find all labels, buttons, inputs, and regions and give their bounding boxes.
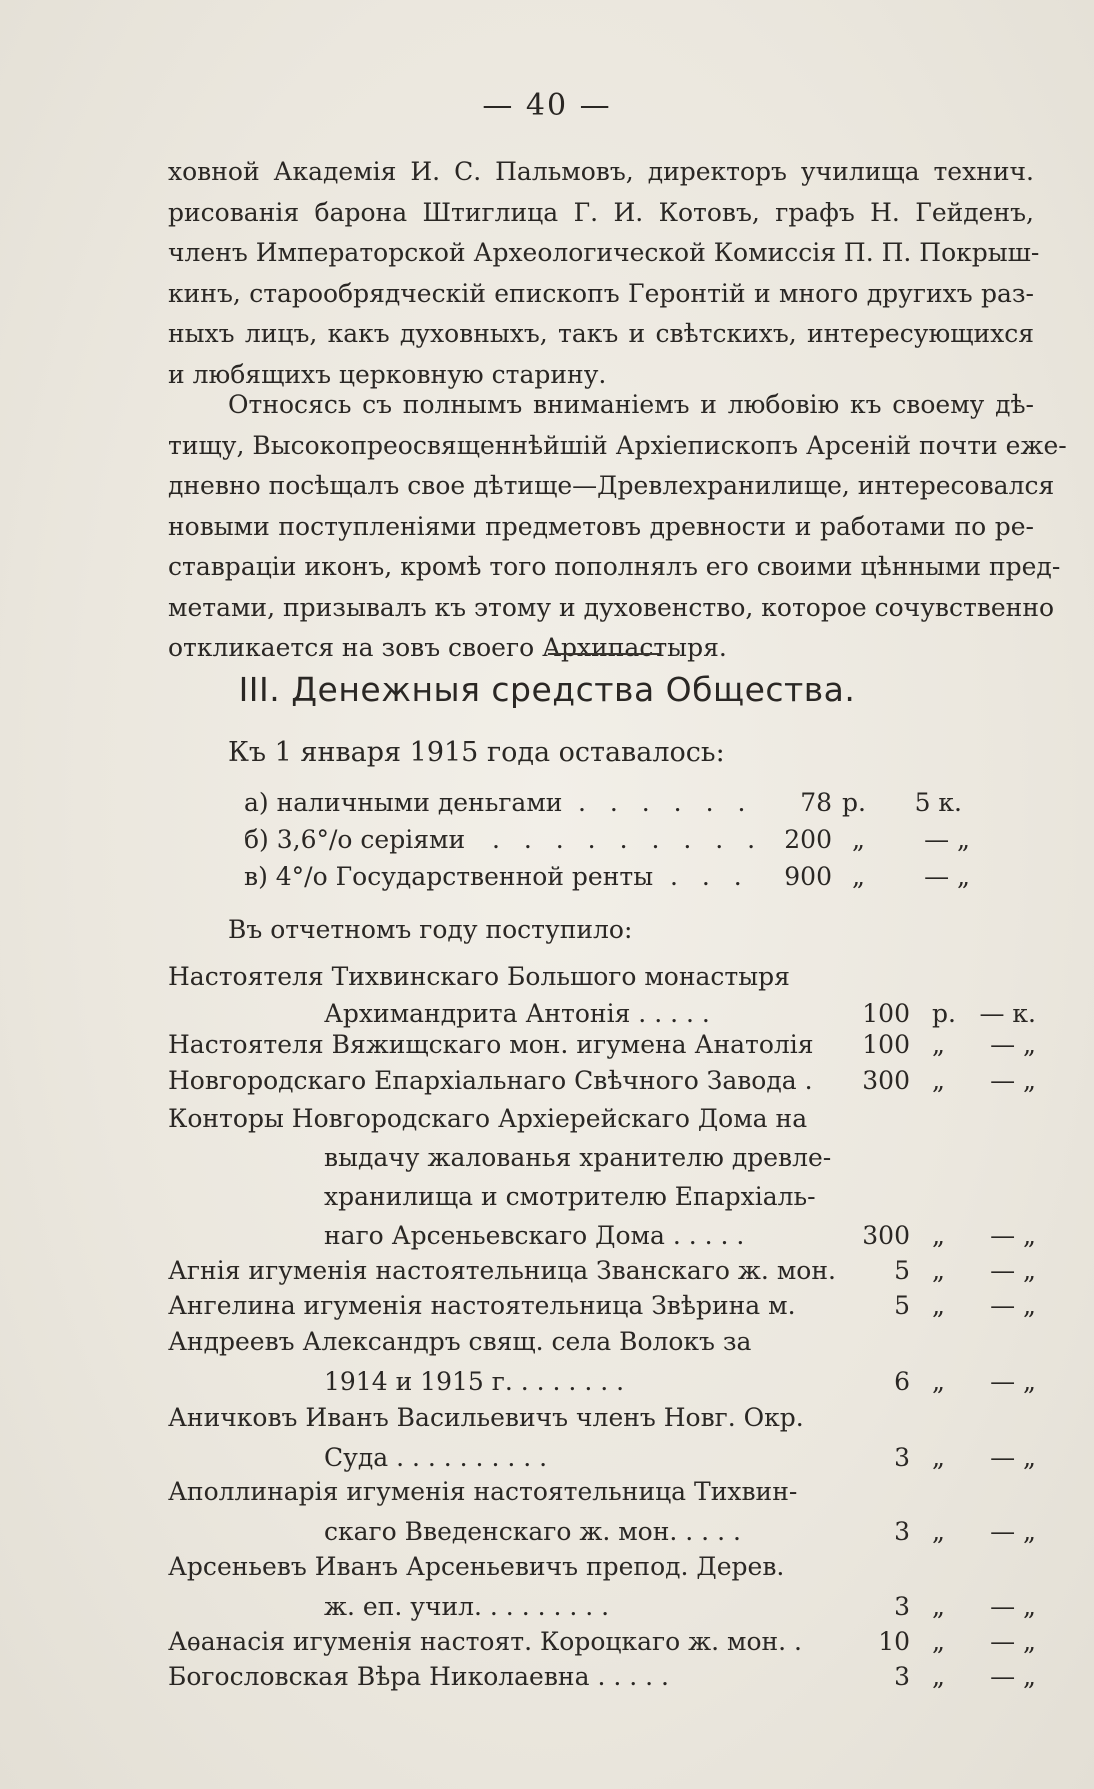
receipt-kopecks: — „ [990,1443,1036,1472]
text-line: членъ Императорской Археологической Комиссія П. П. Покрыш- [168,238,1040,267]
paragraph-1 [168,152,1040,395]
balance-label: б) 3,6°/о серіями [244,825,466,854]
receipt-unit: „ [932,1066,945,1095]
balance-unit: р. [842,788,866,817]
receipt-line: Новгородскаго Епархіальнаго Свѣчного Завода . [168,1066,813,1095]
receipt-amount: 5 [894,1291,910,1320]
receipt-amount: 300 [862,1221,910,1250]
paragraph-2 [168,385,1067,669]
section-heading: III. Денежныя средства Общества. [238,670,856,709]
text-line: дневно посѣщалъ свое дѣтище—Древлехранилище, интересовался [168,471,1055,500]
receipt-unit: „ [932,1627,945,1656]
receipt-kopecks: — „ [990,1221,1036,1250]
balance-kopecks: — „ [924,825,970,854]
balance-amount: 78 [800,788,832,817]
balance-unit: „ [852,825,865,854]
page-number: — 40 — [482,88,612,123]
balance-label: в) 4°/о Государственной ренты [244,862,654,891]
receipt-kopecks: — „ [990,1256,1036,1285]
balance-row [0,788,1094,822]
balance-label: а) наличными деньгами [244,788,563,817]
balance-kopecks: 5 к. [914,788,962,817]
receipt-unit: „ [932,1256,945,1285]
section-divider [548,653,660,655]
receipt-amount: 3 [894,1662,910,1691]
balance-unit: „ [852,862,865,891]
receipt-kopecks: — „ [990,1030,1036,1059]
receipt-line: Аполлинарія игуменія настоятельница Тихвин- [168,1477,798,1506]
text-line: ставраціи иконъ, кромѣ того пополнялъ его своими цѣнными пред- [168,552,1061,581]
receipt-unit: „ [932,1291,945,1320]
receipt-kopecks: — „ [990,1367,1036,1396]
receipt-line: Богословская Вѣра Николаевна . . . . . [168,1662,669,1691]
receipt-unit: „ [932,1662,945,1691]
text-line: рисованія барона Штиглица Г. И. Котовъ, графъ Н. Гейденъ, [168,197,1034,227]
receipt-amount: 6 [894,1367,910,1396]
receipt-line: Архимандрита Антонія . . . . . [324,999,710,1028]
receipt-unit: „ [932,1221,945,1250]
receipt-amount: 100 [862,999,910,1028]
balance-amount: 900 [784,862,832,891]
receipt-kopecks: — „ [990,1517,1036,1546]
receipt-amount: 300 [862,1066,910,1095]
receipt-line: Конторы Новгородскаго Архіерейскаго Дома на [168,1104,808,1133]
text-line: откликается на зовъ своего Архипастыря. [168,633,727,662]
text-line: Относясь съ полнымъ вниманіемъ и любовію къ своему дѣ- [228,390,1034,419]
text-line: метами, призывалъ къ этому и духовенство, которое сочувственно [168,592,1055,622]
leader-dots: . . . . . . [578,788,754,817]
balance-intro: Къ 1 января 1915 года оставалось: [228,737,725,768]
balance-row [0,862,1094,896]
balance-row [0,825,1094,859]
text-line: и любящихъ церковную старину. [168,359,607,389]
receipt-kopecks: — „ [990,1627,1036,1656]
receipt-unit: „ [932,1030,945,1059]
receipt-unit: „ [932,1592,945,1621]
receipt-line: хранилища и смотрителю Епархіаль- [324,1182,816,1211]
received-intro: Въ отчетномъ году поступило: [228,915,633,944]
leader-dots: . . . . . . . . . [492,825,764,854]
leader-dots: . . . [670,862,750,891]
receipt-amount: 100 [862,1030,910,1059]
receipt-line: Настоятеля Вяжищскаго мон. игумена Анатолія [168,1030,814,1059]
receipt-kopecks: — к. [979,999,1036,1028]
receipt-kopecks: — „ [990,1291,1036,1320]
receipt-amount: 10 [878,1627,910,1656]
receipt-kopecks: — „ [990,1662,1036,1691]
receipt-amount: 5 [894,1256,910,1285]
receipt-line: ж. еп. учил. . . . . . . . . [324,1592,610,1621]
receipt-line: Ангелина игуменія настоятельница Звѣрина м. [168,1291,796,1320]
receipt-line: Агнія игуменія настоятельница Званскаго ж. мон. [168,1256,836,1285]
text-line: ховной Академія И. С. Пальмовъ, директоръ училища технич. [168,157,1034,186]
receipt-line: наго Арсеньевскаго Дома . . . . . [324,1221,745,1250]
balance-amount: 200 [784,825,832,854]
receipt-amount: 3 [894,1592,910,1621]
balance-kopecks: — „ [924,862,970,891]
receipt-amount: 3 [894,1517,910,1546]
receipt-unit: „ [932,1367,945,1396]
receipt-line: Арсеньевъ Иванъ Арсеньевичъ препод. Дерев. [168,1552,785,1581]
receipt-line: Настоятеля Тихвинскаго Большого монастыря [168,962,790,991]
receipt-unit: р. [932,999,956,1028]
receipt-unit: „ [932,1443,945,1472]
receipt-amount: 3 [894,1443,910,1472]
receipt-line: выдачу жалованья хранителю древле- [324,1143,832,1172]
receipt-unit: „ [932,1517,945,1546]
receipt-kopecks: — „ [990,1066,1036,1095]
receipt-line: Суда . . . . . . . . . . [324,1443,548,1472]
receipt-line: Аѳанасія игуменія настоят. Короцкаго ж. мон. . [168,1627,803,1656]
text-line: тищу, Высокопреосвященнѣйшій Архіепископъ Арсеній почти еже- [168,430,1067,460]
receipt-line: скаго Введенскаго ж. мон. . . . . [324,1517,741,1546]
text-line: кинъ, старообрядческій епископъ Геронтій и много другихъ раз- [168,278,1034,308]
receipt-kopecks: — „ [990,1592,1036,1621]
receipt-line: 1914 и 1915 г. . . . . . . . [324,1367,625,1396]
text-line: новыми поступленіями предметовъ древности и работами по ре- [168,511,1034,541]
receipt-line: Андреевъ Александръ свящ. села Волокъ за [168,1327,752,1356]
text-line: ныхъ лицъ, какъ духовныхъ, такъ и свѣтскихъ, интересующихся [168,319,1034,348]
receipt-line: Аничковъ Иванъ Васильевичъ членъ Новг. Окр. [168,1403,804,1432]
